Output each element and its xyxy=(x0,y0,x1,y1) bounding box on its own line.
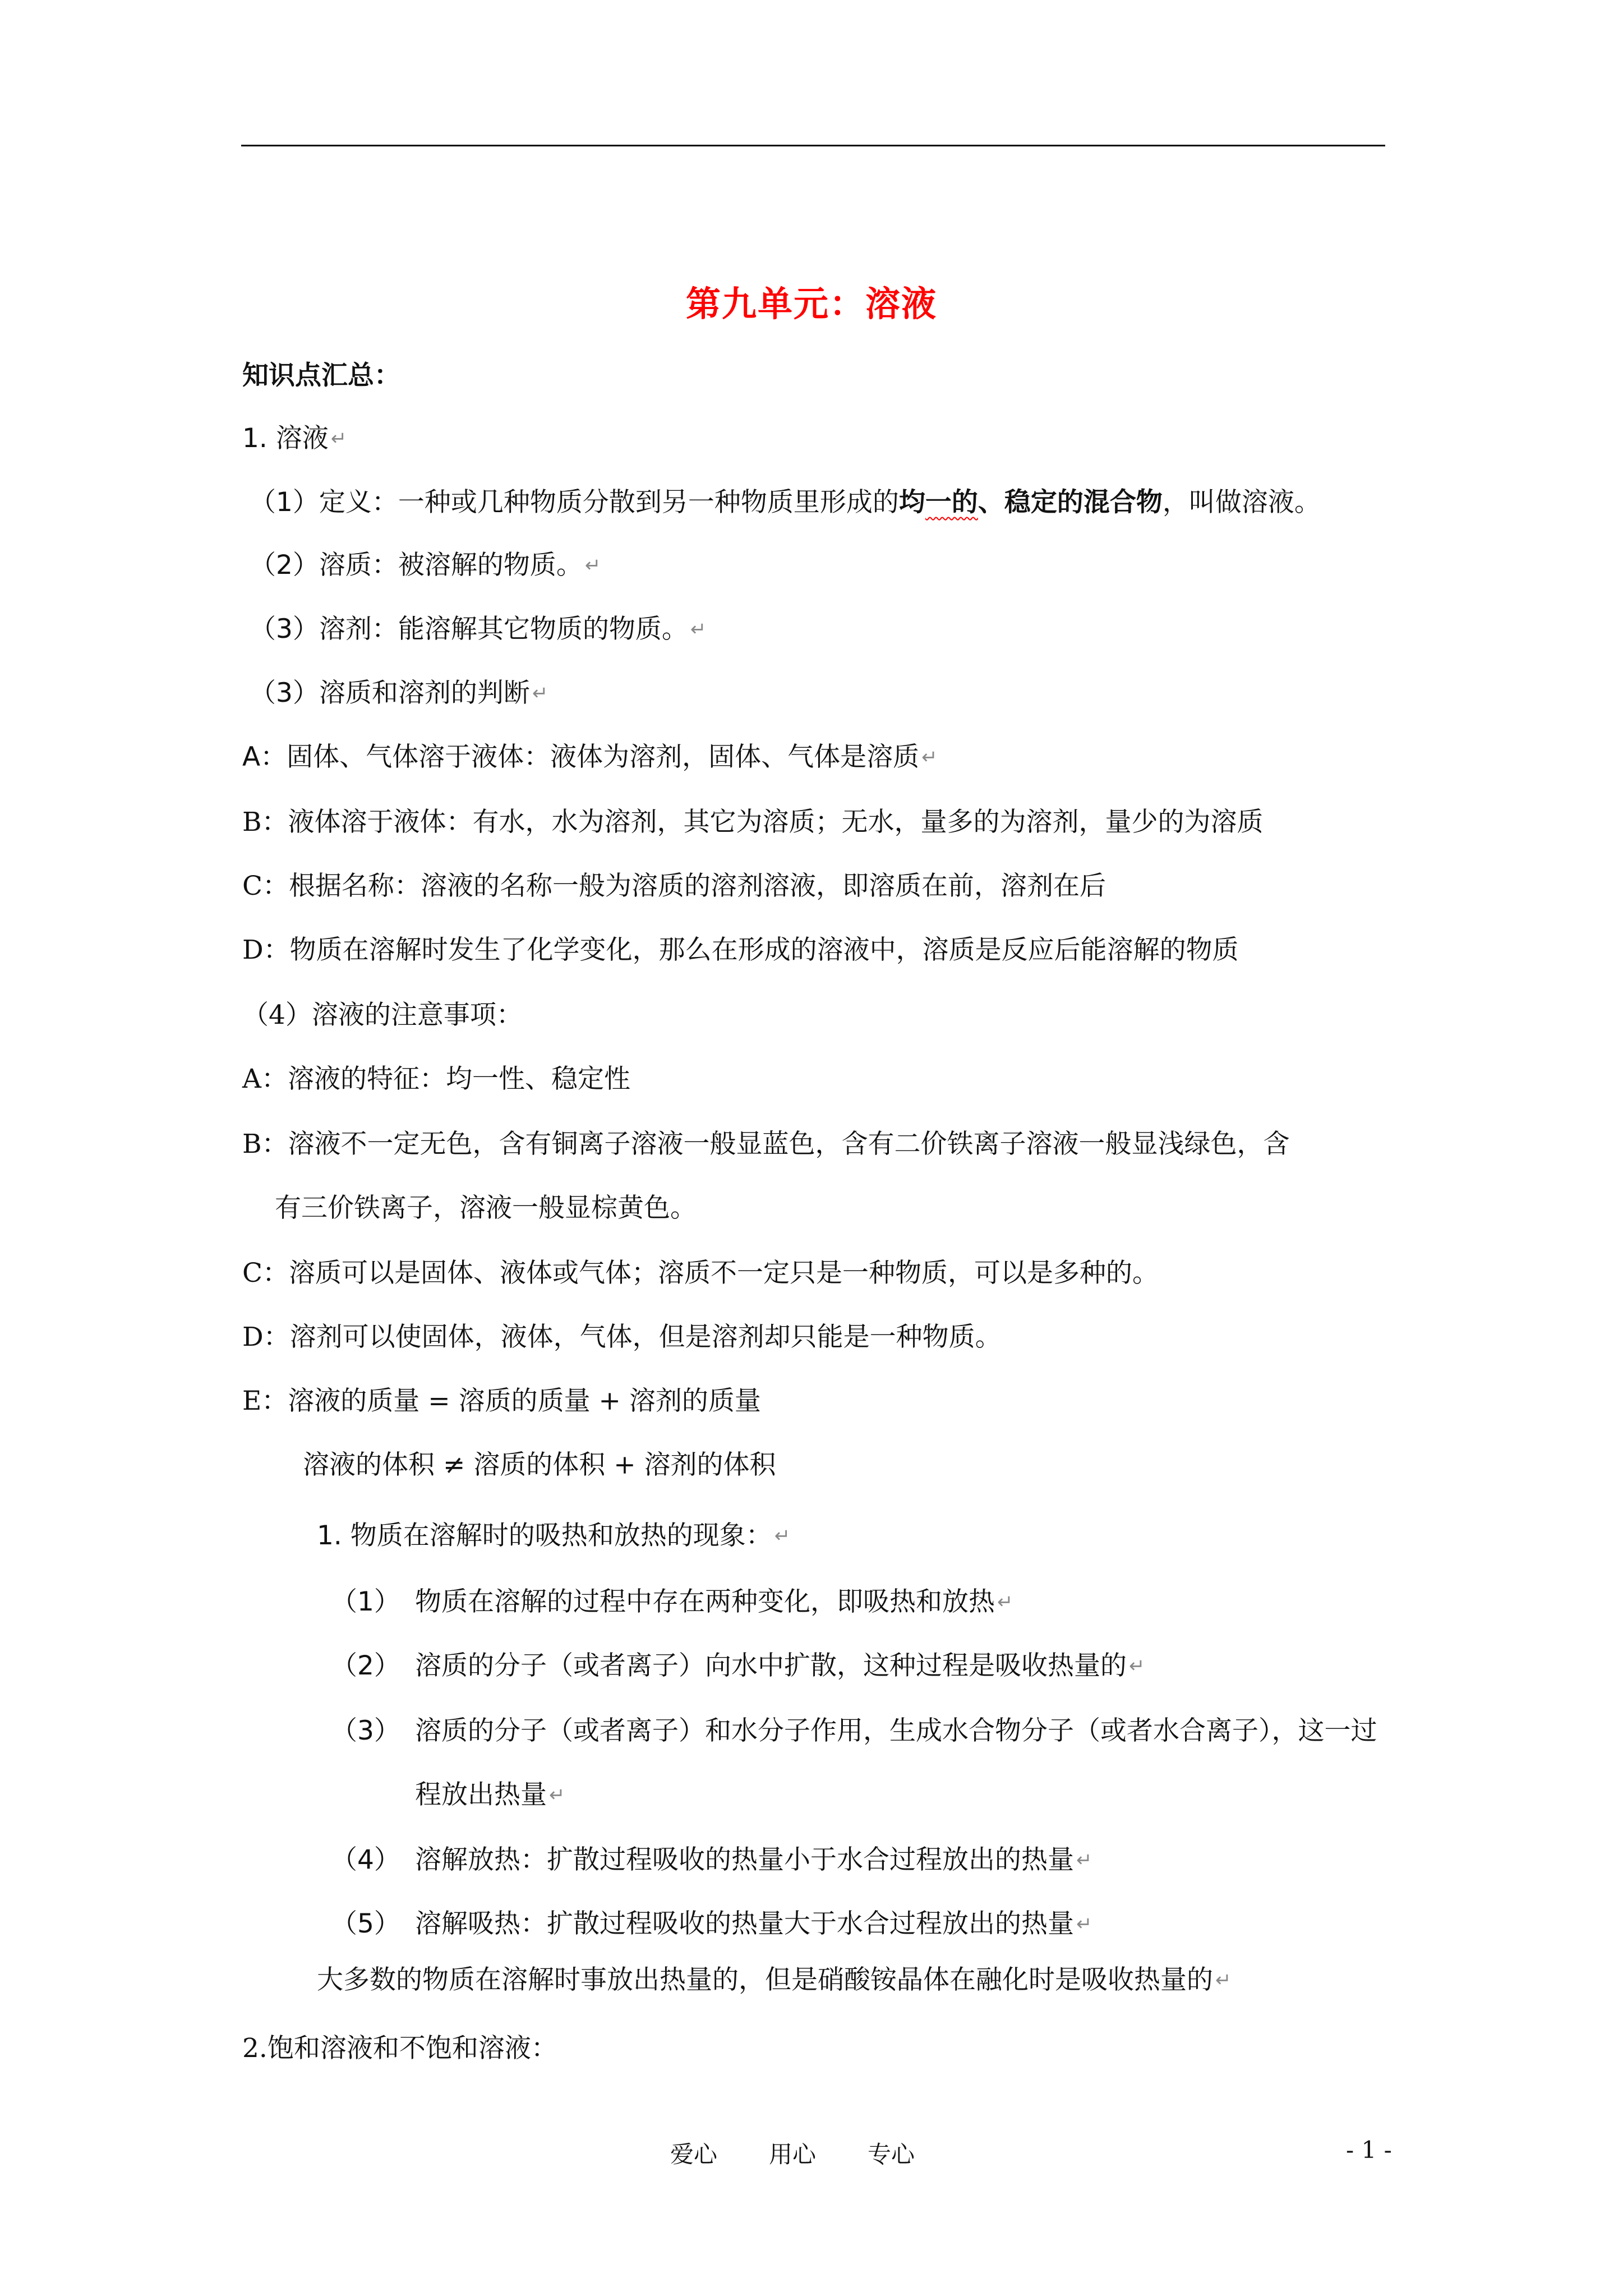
footer-motto xyxy=(670,2136,915,2170)
heat-item-text: 物质在溶解的过程中存在两种变化，即吸热和放热 xyxy=(415,1586,995,1617)
solute-line xyxy=(250,549,601,582)
note-e-line-2: 溶液的体积 ≠ 溶质的体积 + 溶剂的体积 xyxy=(303,1450,776,1480)
solute-text: （2）溶质：被溶解的物质。 xyxy=(250,550,583,581)
note-b-line-1: B：溶液不一定无色，含有铜离子溶液一般显蓝色，含有二价铁离子溶液一般显浅绿色，含 xyxy=(242,1129,1290,1159)
heat-heading-line xyxy=(317,1519,790,1553)
definition-suffix: ，叫做溶液。 xyxy=(1162,487,1321,518)
footer-word: 爱心 xyxy=(670,2141,718,2168)
paragraph-mark-icon: ↵ xyxy=(1129,1655,1145,1677)
note-e-line-1: E：溶液的质量 = 溶质的质量 + 溶剂的质量 xyxy=(242,1386,761,1416)
heat-summary-text: 大多数的物质在溶解时事放出热量的，但是硝酸铵晶体在融化时是吸收热量的 xyxy=(317,1964,1213,1995)
paragraph-mark-icon: ↵ xyxy=(1076,1913,1092,1935)
summary-heading: 知识点汇总： xyxy=(242,360,400,391)
heat-item-number: （2） xyxy=(331,1650,400,1681)
definition-bold-wavy: 一的 xyxy=(925,487,978,518)
footer-word: 用心 xyxy=(769,2141,817,2168)
paragraph-mark-icon: ↵ xyxy=(1076,1849,1092,1871)
definition-bold-2: 、稳定的混合物 xyxy=(978,487,1163,518)
note-b-line-2: 有三价铁离子，溶液一般显棕黄色。 xyxy=(275,1193,697,1223)
judge-b-line: B：液体溶于液体：有水，水为溶剂，其它为溶质；无水，量多的为溶剂，量少的为溶质 xyxy=(242,807,1264,838)
heat-summary-line xyxy=(317,1963,1232,1997)
definition-prefix: （1）定义：一种或几种物质分散到另一种物质里形成的 xyxy=(250,487,899,518)
heat-heading-text: 1. 物质在溶解时的吸热和放热的现象： xyxy=(317,1520,772,1551)
footer-word: 专心 xyxy=(868,2141,915,2168)
note-a-line: A：溶液的特征：均一性、稳定性 xyxy=(242,1064,630,1094)
page-number: - 1 - xyxy=(1346,2136,1392,2164)
heat-item-number: （3） xyxy=(331,1715,400,1746)
heat-item-1 xyxy=(331,1585,1013,1619)
solvent-text: （3）溶剂：能溶解其它物质的物质。 xyxy=(250,614,688,645)
judge-heading-line xyxy=(250,677,548,710)
heat-item-text: 溶质的分子（或者离子）向水中扩散，这种过程是吸收热量的 xyxy=(415,1650,1127,1681)
judge-c-line: C：根据名称：溶液的名称一般为溶质的溶剂溶液，即溶质在前，溶剂在后 xyxy=(242,871,1106,901)
page-title: 第九单元：溶液 xyxy=(685,283,937,324)
judge-a-line xyxy=(242,740,938,774)
judge-heading-text: （3）溶质和溶剂的判断 xyxy=(250,678,530,708)
heat-item-number: （1） xyxy=(331,1586,400,1617)
note-d-line: D：溶剂可以使固体，液体，气体，但是溶剂却只能是一种物质。 xyxy=(242,1322,1002,1352)
section-1-heading xyxy=(242,422,347,455)
judge-a-text: A：固体、气体溶于液体：液体为溶剂，固体、气体是溶质 xyxy=(242,742,920,772)
heat-item-text: 溶质的分子（或者离子）和水分子作用，生成水合物分子（或者水合离子），这一过 xyxy=(415,1715,1377,1746)
header-rule xyxy=(241,145,1385,146)
section-2-heading: 2.饱和溶液和不饱和溶液： xyxy=(242,2033,557,2064)
paragraph-mark-icon: ↵ xyxy=(330,427,347,450)
paragraph-mark-icon: ↵ xyxy=(1215,1969,1232,1991)
heat-item-text: 溶解放热：扩散过程吸收的热量小于水合过程放出的热量 xyxy=(415,1844,1074,1875)
solvent-line xyxy=(250,613,706,646)
paragraph-mark-icon: ↵ xyxy=(690,618,707,641)
heat-item-number: （5） xyxy=(331,1908,400,1939)
paragraph-mark-icon: ↵ xyxy=(584,554,601,577)
paragraph-mark-icon: ↵ xyxy=(549,1784,565,1806)
paragraph-mark-icon: ↵ xyxy=(997,1591,1013,1613)
judge-d-line: D：物质在溶解时发生了化学变化，那么在形成的溶液中，溶质是反应后能溶解的物质 xyxy=(242,935,1239,965)
note-c-line: C：溶质可以是固体、液体或气体；溶质不一定只是一种物质，可以是多种的。 xyxy=(242,1258,1159,1289)
heat-item-4 xyxy=(331,1843,1092,1877)
heat-item-2 xyxy=(331,1649,1145,1683)
paragraph-mark-icon: ↵ xyxy=(921,746,938,769)
section-1-heading-text: 1. 溶液 xyxy=(242,423,329,454)
definition-line xyxy=(250,486,1321,519)
definition-bold-1: 均 xyxy=(898,487,925,518)
heat-item-text: 溶解吸热：扩散过程吸收的热量大于水合过程放出的热量 xyxy=(415,1908,1074,1939)
paragraph-mark-icon: ↵ xyxy=(532,682,548,705)
heat-item-text: 程放出热量 xyxy=(415,1779,547,1810)
heat-item-3-continued xyxy=(331,1778,565,1812)
heat-item-3 xyxy=(331,1714,1377,1748)
notes-heading-line: （4）溶液的注意事项： xyxy=(242,1000,523,1030)
heat-item-number: （4） xyxy=(331,1844,400,1875)
paragraph-mark-icon: ↵ xyxy=(774,1525,791,1547)
heat-item-5 xyxy=(331,1907,1092,1941)
